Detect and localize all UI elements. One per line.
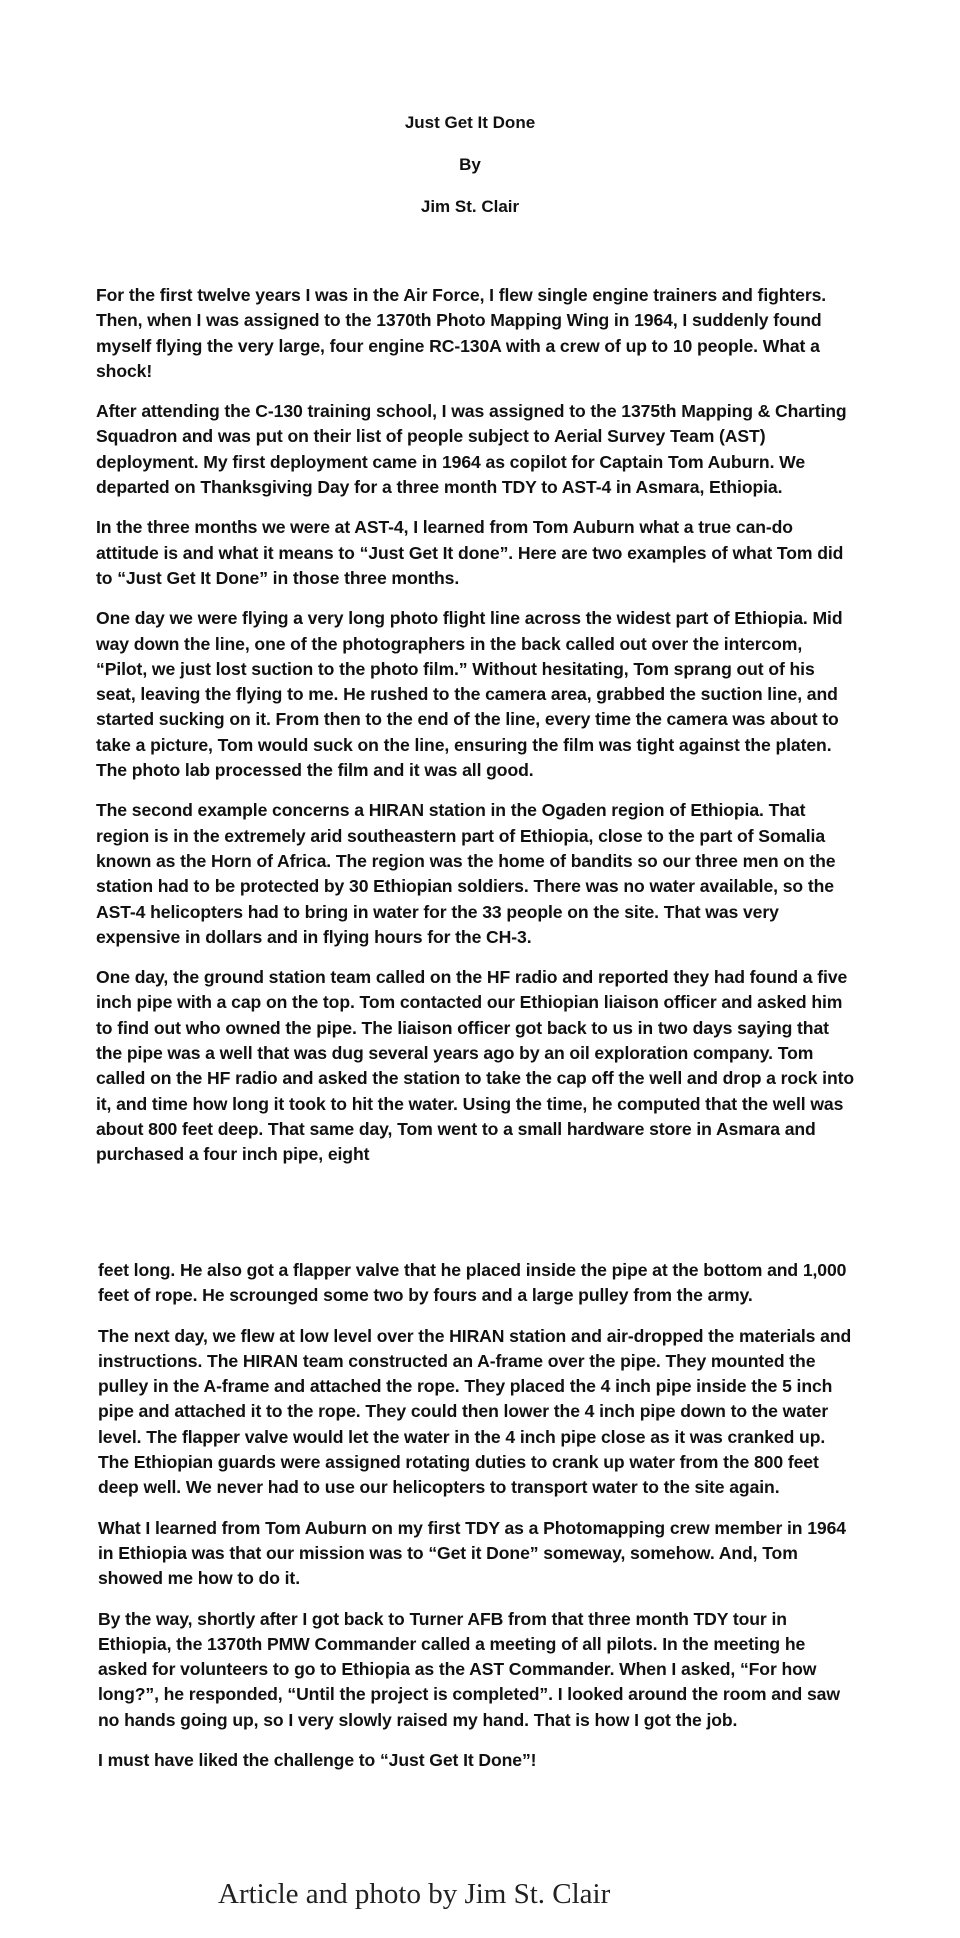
paragraph: In the three months we were at AST-4, I learned from Tom Auburn what a true can-do attitude is and what it means to “Just Get It done”. Here are two examples of what Tom did to “Just Get It Done” in those three months. [96, 517, 844, 588]
title-block [0, 112, 940, 238]
article-body-part-2 [98, 1258, 858, 1788]
paragraph: I must have liked the challenge to “Just Get It Done”! [98, 1750, 537, 1771]
paragraph: After attending the C-130 training school, I was assigned to the 1375th Mapping & Charting Squadron and was put on their list of people subject to Aerial Survey Team (AST) deployment. My first deployment came in 1964 as copilot for Captain Tom Auburn. We departed on Thanksgiving Day for a three month TDY to AST-4 in Asmara, Ethiopia. [96, 401, 847, 498]
paragraph: The next day, we flew at low level over the HIRAN station and air-dropped the materials and instructions. The HIRAN team constructed an A-frame over the pipe. They mounted the pulley in the A-frame and attached the rope. They placed the 4 inch pipe inside the 5 inch pipe and attached it to the rope. They could then lower the 4 inch pipe down to the water level. The flapper valve would let the water in the 4 inch pipe close as it was cranked up. The Ethiopian guards were assigned rotating duties to crank up water from the 800 feet deep well. We never had to use our helicopters to transport water to the site again. [98, 1325, 852, 1498]
article-body-part-1 [96, 283, 856, 1183]
by-label: By [459, 155, 481, 174]
article-title: Just Get It Done [404, 113, 536, 132]
paragraph: One day we were flying a very long photo flight line across the widest part of Ethiopia. Mid way down the line, one of the photographers in the back called out over the intercom, “Pilot, we just lost suction to the photo film.” Without hesitating, Tom sprang out of his seat, leaving the flying to me. He rushed to the camera area, grabbed the suction line, and started sucking on it. From then to the end of the line, every time the camera was about to take a picture, Tom would suck on the line, ensuring the film was tight against the platen. The photo lab processed the film and it was all good. [96, 608, 843, 781]
paragraph: The second example concerns a HIRAN station in the Ogaden region of Ethiopia. That region is in the extremely arid southeastern part of Ethiopia, close to the part of Somalia known as the Horn of Africa. The region was the home of bandits so our three men on the station had to be protected by 30 Ethiopian soldiers. There was no water available, so the AST-4 helicopters had to bring in water for the 33 people on the site. That was very expensive in dollars and in flying hours for the CH-3. [96, 800, 836, 947]
paragraph: feet long. He also got a flapper valve that he placed inside the pipe at the bottom and 1,000 feet of rope. He scrounged some two by fours and a large pulley from the army. [98, 1260, 847, 1306]
author-name: Jim St. Clair [420, 197, 520, 216]
article-byline: Article and photo by Jim St. Clair [218, 1878, 611, 1910]
paragraph: One day, the ground station team called on the HF radio and reported they had found a five inch pipe with a cap on the top. Tom contacted our Ethiopian liaison officer and asked him to find out who owned the pipe. The liaison officer got back to us in two days saying that the pipe was a well that was dug several years ago by an oil exploration company. Tom called on the HF radio and asked the station to take the cap off the well and drop a rock into it, and time how long it took to hit the water. Using the time, he computed that the well was about 800 feet deep. That same day, Tom went to a small hardware store in Asmara and purchased a four inch pipe, eight [96, 967, 854, 1165]
paragraph: By the way, shortly after I got back to Turner AFB from that three month TDY tour in Ethiopia, the 1370th PMW Commander called a meeting of all pilots. In the meeting he asked for volunteers to go to Ethiopia as the AST Commander. When I asked, “For how long?”, he responded, “Until the project is completed”. I looked around the room and saw no hands going up, so I very slowly raised my hand. That is how I got the job. [98, 1608, 840, 1730]
paragraph: For the first twelve years I was in the Air Force, I flew single engine trainers and fighters. Then, when I was assigned to the 1370th Photo Mapping Wing in 1964, I suddenly found myself flying the very large, four engine RC-130A with a crew of up to 10 people. What a shock! [96, 285, 827, 381]
paragraph: What I learned from Tom Auburn on my first TDY as a Photomapping crew member in 1964 in Ethiopia was that our mission was to “Get it Done” someway, somehow. And, Tom showed me how to do it. [98, 1517, 846, 1589]
